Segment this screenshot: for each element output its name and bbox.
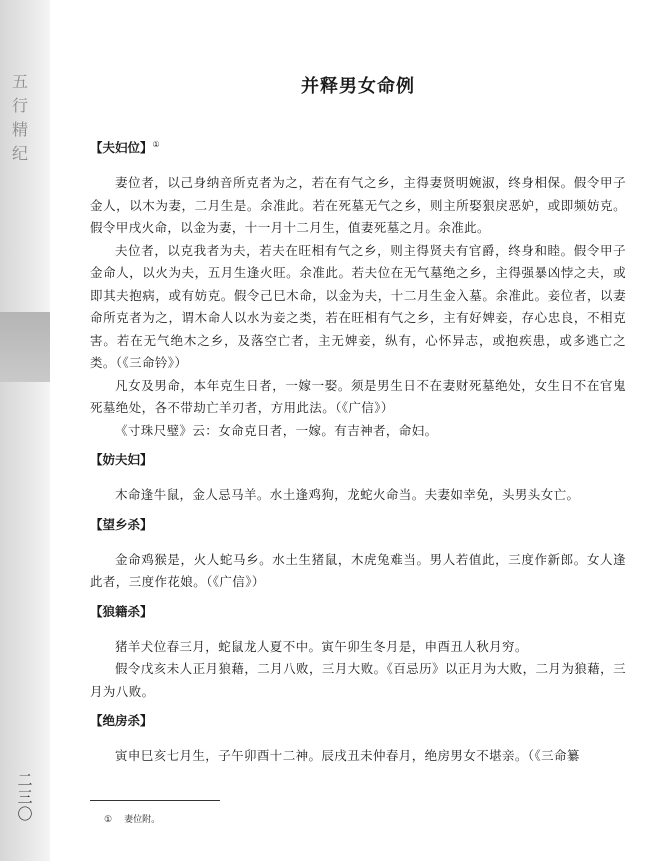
- page-number-char: 二: [17, 771, 33, 789]
- page-number-char: 三: [17, 788, 33, 806]
- section-spouse-harm: [90, 450, 626, 507]
- paragraph: 金命鸡猴是，火人蛇马乡。水土生猪鼠，木虎兔难当。男人若值此，三度作新郎。女人逢此者，三度作花娘。（《广信》）: [90, 551, 626, 589]
- section-heading: 【妨夫妇】: [90, 452, 153, 467]
- footnote-mark: ①: [104, 815, 113, 825]
- section-heading: 【绝房杀】: [90, 713, 153, 728]
- paragraph: 假令戊亥未人正月狼藉，二月八败，三月大败。《百忌历》以正月为大败，二月为狼藉，三月为八败。: [90, 661, 626, 699]
- paragraph: 猪羊犬位春三月，蛇鼠龙人夏不中。寅午卯生冬月是，申酉丑人秋月穷。: [115, 638, 528, 654]
- section-langji: [90, 602, 626, 704]
- section-heading: [90, 138, 626, 156]
- paragraph: 寅申巳亥七月生，子午卯酉十二神。辰戌丑未仲春月，绝房男女不堪亲。（《三命纂: [115, 748, 580, 763]
- page-title: 并释男女命例: [301, 76, 415, 97]
- paragraph: 夫位者，以克我者为夫，若夫在旺相有气之乡，则主得贤夫有官爵，终身和睦。假令甲子金命人，以火为夫，五月生逢火旺。余准此。若夫位在无气墓绝之乡，主得强暴凶悖之夫，或即其夫抱病，或有妨克。假令己巳木命，以金为夫，十二月生金入墓。余准此。妾位者，以妻命所克者为之，谓木命人以水为妾之类，若在旺相有气之乡，主有好婢妾，存心忠良，不相克害。若在无气绝木之乡，及落空亡者，主无婢妾，纵有，心怀异志，或抱疾患，或多逃亡之类。（《三命钤》）: [90, 242, 626, 370]
- running-book-title: [8, 70, 32, 166]
- paragraph: 凡女及男命，本年克生日者，一嫁一娶。须是男生日不在妻财死墓绝处，女生日不在官鬼死墓绝处，各不带劫亡羊刃者，方用此法。（《广信》）: [90, 377, 626, 415]
- footnote-ref: ①: [152, 139, 160, 149]
- page-number-char: 〇: [17, 805, 33, 823]
- book-title-char: 五: [11, 72, 28, 91]
- page-content: [90, 72, 626, 772]
- book-title-char: 纪: [11, 144, 28, 163]
- margin-band: [0, 312, 50, 382]
- section-juefang: [90, 711, 626, 768]
- section-heading: 【望乡杀】: [90, 516, 153, 532]
- paragraph: 妻位者，以己身纳音所克者为之，若在有气之乡，主得妻贤明婉淑，终身相保。假令甲子金人，以木为妻，二月生是。余准此。若在死墓无气之乡，则主所娶狠戾恶妒，或即频妨克。假令甲戌火命，以金为妻，十一月十二月生，值妻死墓之月。余准此。: [90, 175, 626, 235]
- section-heading-text: 【夫妇位】: [90, 140, 153, 155]
- footnote-divider: [90, 800, 220, 801]
- footnote: [104, 812, 160, 825]
- paragraph: 《寸珠尺璧》云：女命克日者，一嫁。有吉神者，命妇。: [115, 422, 438, 438]
- section-heading: 【狼籍杀】: [90, 603, 153, 619]
- book-title-char: 精: [11, 120, 28, 139]
- footnote-text: 妻位附。: [124, 815, 161, 825]
- page-number: [14, 772, 36, 823]
- section-husband-wife: [90, 138, 626, 442]
- section-wangxiang: [90, 515, 626, 594]
- book-title-char: 行: [11, 96, 28, 115]
- paragraph: 木命逢牛鼠，金人忌马羊。水土逢鸡狗，龙蛇火命当。夫妻如幸免，头男头女亡。: [115, 487, 580, 502]
